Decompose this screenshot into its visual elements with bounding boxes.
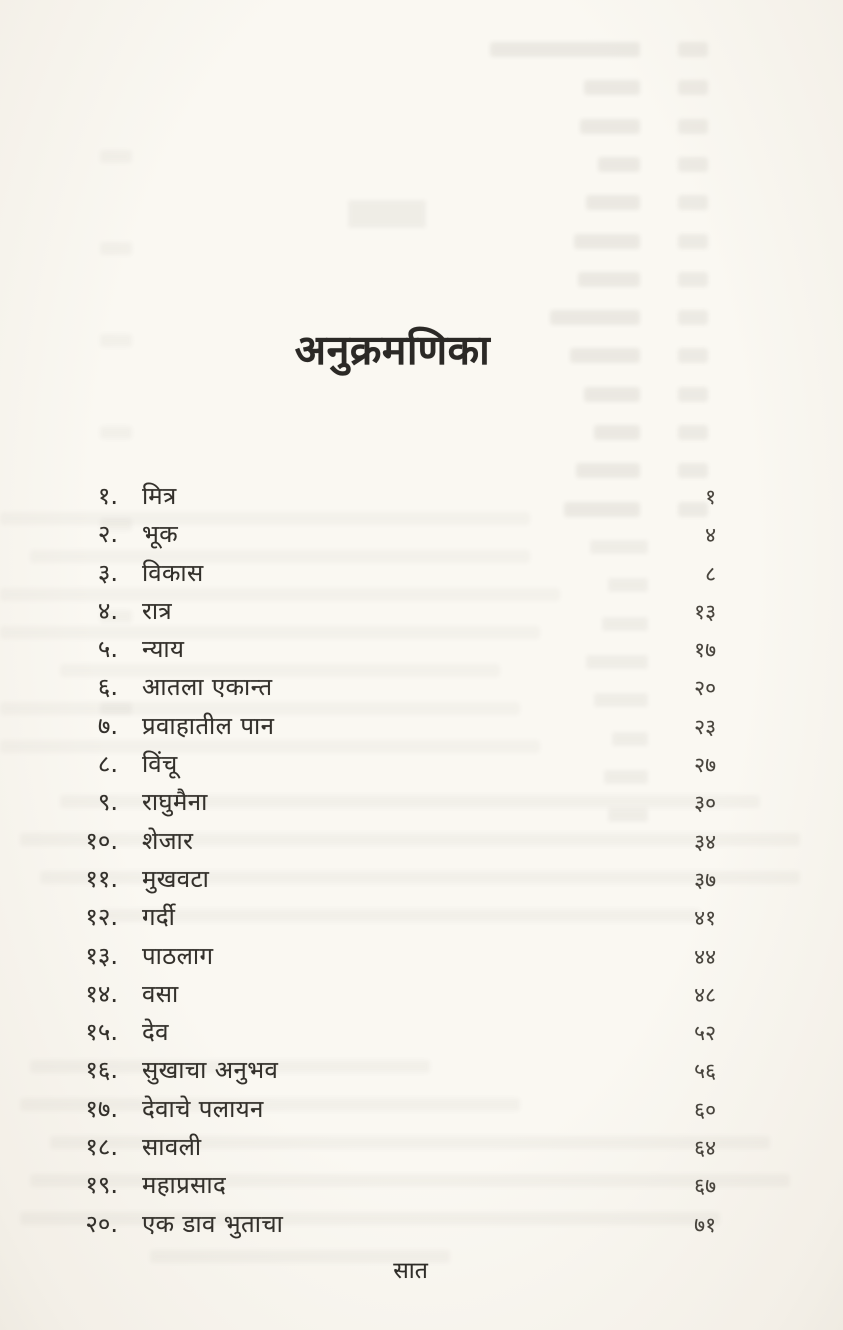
entry-page-number: ३७	[694, 867, 716, 892]
toc-entry	[70, 670, 722, 708]
entry-title: प्रवाहातील पान	[142, 711, 275, 740]
entry-title: आतला एकान्त	[142, 673, 273, 702]
entry-number: ४.	[97, 596, 118, 625]
entry-page-number: ५६	[694, 1059, 716, 1084]
entry-number: १९.	[85, 1171, 118, 1200]
toc-entry	[70, 1015, 722, 1053]
entry-number: १.	[97, 482, 118, 510]
entry-page-number: ४८	[694, 982, 716, 1007]
toc-entry	[70, 862, 722, 900]
toc-entry	[70, 632, 722, 670]
entry-title: सावली	[142, 1133, 202, 1162]
entry-title: एक डाव भुताचा	[142, 1209, 284, 1238]
toc-entry	[70, 556, 722, 594]
toc-list	[70, 479, 722, 1245]
entry-title: विकास	[142, 558, 204, 587]
entry-page-number: ६४	[694, 1136, 716, 1161]
entry-number: १२.	[85, 903, 118, 932]
toc-entry	[70, 1168, 722, 1206]
entry-page-number: ५२	[694, 1021, 716, 1046]
toc-entry	[70, 479, 722, 517]
entry-title: मित्र	[142, 482, 177, 510]
entry-title: शेजार	[142, 826, 194, 855]
entry-number: ९.	[97, 788, 118, 817]
toc-entry	[70, 747, 722, 785]
toc-entry	[70, 1092, 722, 1130]
entry-number: ८.	[97, 750, 118, 779]
entry-title: वसा	[142, 979, 179, 1008]
toc-entry	[70, 824, 722, 862]
entry-title: महाप्रसाद	[142, 1171, 227, 1200]
entry-number: ११.	[85, 864, 118, 893]
toc-entry	[70, 517, 722, 555]
entry-number: २.	[97, 520, 118, 549]
entry-page-number: ४१	[694, 906, 716, 931]
entry-page-number: ७१	[694, 1212, 716, 1237]
entry-number: ६.	[97, 673, 118, 702]
page-title: अनुक्रमणिका	[294, 326, 491, 375]
entry-page-number: ८	[705, 561, 716, 586]
entry-page-number: २७	[694, 753, 716, 778]
entry-number: १७.	[85, 1094, 118, 1123]
entry-number: २०.	[85, 1209, 118, 1238]
toc-entry	[70, 977, 722, 1015]
toc-entry	[70, 1053, 722, 1091]
entry-title: विंचू	[142, 750, 178, 779]
entry-title: राघुमैना	[142, 788, 208, 817]
entry-title: पाठलाग	[142, 941, 214, 970]
entry-page-number: ६०	[694, 1097, 716, 1122]
entry-page-number: १३	[694, 599, 716, 624]
entry-page-number: ४४	[694, 944, 716, 969]
entry-title: सुखाचा अनुभव	[142, 1056, 279, 1085]
entry-number: १८.	[85, 1133, 118, 1162]
toc-entry	[70, 594, 722, 632]
entry-title: मुखवटा	[142, 864, 210, 893]
toc-entry	[70, 900, 722, 938]
entry-number: ५.	[97, 635, 118, 664]
entry-title: गर्दी	[142, 903, 176, 932]
entry-title: भूक	[142, 520, 179, 549]
toc-entry	[70, 709, 722, 747]
entry-number: ७.	[97, 711, 118, 740]
entry-page-number: ६७	[694, 1174, 716, 1199]
entry-number: १६.	[85, 1056, 118, 1085]
entry-number: १४.	[85, 979, 118, 1008]
toc-entry	[70, 939, 722, 977]
toc-entry	[70, 1207, 722, 1245]
entry-page-number: ३०	[694, 791, 716, 816]
entry-number: १०.	[85, 826, 118, 855]
entry-page-number: ४	[705, 523, 716, 548]
entry-number: १३.	[85, 941, 118, 970]
entry-title: देवाचे पलायन	[142, 1094, 264, 1123]
entry-page-number: २३	[694, 714, 716, 739]
entry-title: न्याय	[142, 635, 185, 664]
entry-page-number: ३४	[694, 829, 716, 854]
entry-page-number: २०	[694, 676, 716, 701]
entry-title: रात्र	[142, 596, 173, 625]
toc-entry	[70, 1130, 722, 1168]
entry-page-number: १	[705, 485, 716, 509]
entry-page-number: १७	[694, 638, 716, 663]
toc-entry	[70, 785, 722, 823]
footer-page-number: सात	[393, 1258, 428, 1284]
entry-number: १५.	[85, 1018, 118, 1047]
entry-number: ३.	[97, 558, 118, 587]
entry-title: देव	[142, 1018, 169, 1047]
